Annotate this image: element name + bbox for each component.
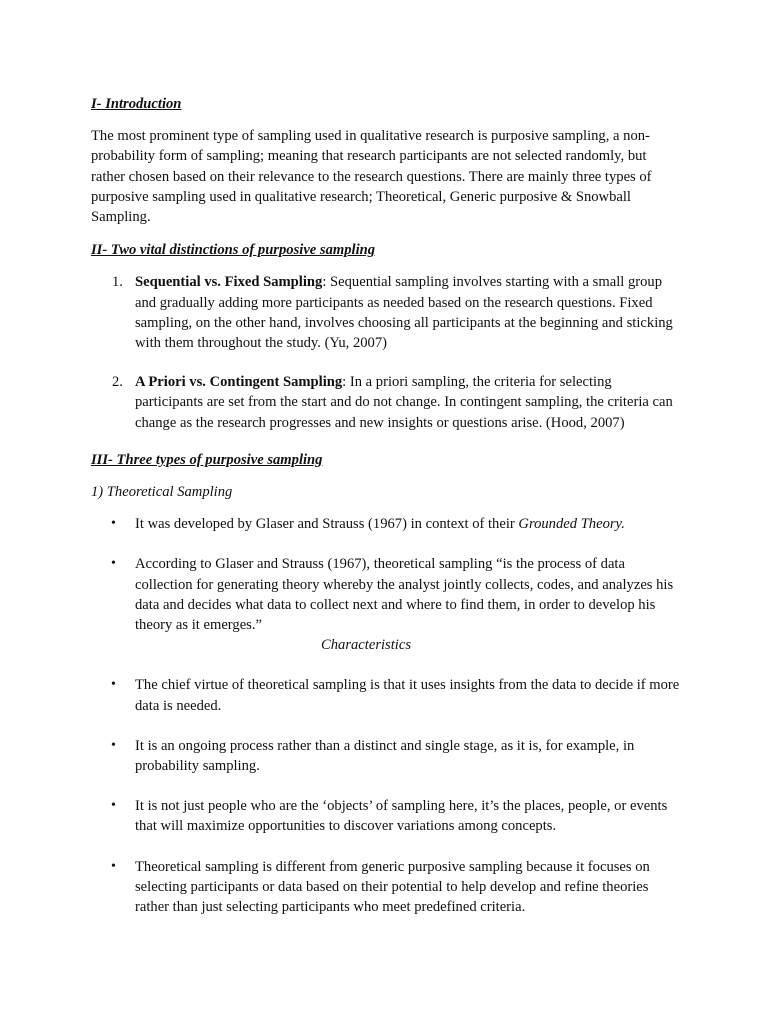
characteristics-bullets	[91, 675, 681, 917]
list-item-text: : Sequential sampling involves starting with a small group and gradually adding more participants as needed based on the research questions. Fixed sampling, on the other hand, involves choosing all participants at the beginning and sticking with them throughout the study. (Yu, 2007)	[135, 274, 673, 352]
list-item	[91, 675, 681, 715]
characteristics-label: Characteristics	[321, 637, 411, 654]
distinctions-list	[91, 272, 681, 432]
bullet-icon: •	[111, 737, 116, 753]
list-item	[91, 372, 681, 433]
bullet-text: It is an ongoing process rather than a distinct and single stage, as it is, for example, in probability sampling.	[135, 737, 635, 775]
list-item-title: Sequential vs. Fixed Sampling	[135, 274, 323, 291]
list-item	[91, 736, 681, 776]
list-number: 1.	[112, 274, 123, 291]
theoretical-bullets-top	[91, 514, 681, 635]
section-heading-introduction: I- Introduction	[91, 96, 182, 112]
list-number: 2.	[112, 374, 123, 391]
document-page	[91, 94, 681, 937]
introduction-paragraph: The most prominent type of sampling used in qualitative research is purposive sampling, a non-probability form of sampling; meaning that research participants are not selected randomly, but rather chosen based on their relevance to the research questions. There are mainly three types of purposive sampling used in qualitative research; Theoretical, Generic purposive & Snowball Sampling.	[91, 128, 652, 226]
bullet-icon: •	[111, 858, 116, 874]
bullet-text: It was developed by Glaser and Strauss (1967) in context of their	[135, 516, 519, 533]
list-item-text: : In a priori sampling, the criteria for selecting participants are set from the start and do not change. In contingent sampling, the criteria can change as the research progresses and new insights or questions arise. (Hood, 2007)	[135, 374, 673, 431]
bullet-text: According to Glaser and Strauss (1967), theoretical sampling “is the process of data collection for generating theory whereby the analyst jointly collects, codes, and analyzes his data and decides what data to collect next and where to find them, in order to develop his theory as it emerges.”	[135, 556, 674, 634]
list-item-title: A Priori vs. Contingent Sampling	[135, 374, 343, 391]
list-item	[91, 272, 681, 353]
bullet-text: It is not just people who are the ‘objects’ of sampling here, it’s the places, people, or events that will maximize opportunities to discover variations among concepts.	[135, 798, 668, 835]
subheading-theoretical-sampling: 1) Theoretical Sampling	[91, 484, 233, 501]
section-heading-distinctions: II- Two vital distinctions of purposive sampling	[91, 242, 376, 259]
bullet-icon: •	[111, 798, 116, 814]
bullet-italic-text: Grounded Theory.	[518, 516, 625, 533]
bullet-icon: •	[111, 677, 116, 693]
list-item	[91, 554, 681, 635]
list-item	[91, 796, 681, 836]
bullet-text: Theoretical sampling is different from generic purposive sampling because it focuses on selecting participants or data based on their potential to help develop and refine theories rather than just selecting participants who meet predefined criteria.	[135, 858, 650, 916]
section-heading-three-types: III- Three types of purposive sampling	[91, 451, 323, 468]
bullet-icon: •	[111, 556, 116, 572]
bullet-text: The chief virtue of theoretical sampling is that it uses insights from the data to decide if more data is needed.	[135, 677, 680, 714]
list-item	[91, 514, 681, 534]
list-item	[91, 857, 681, 918]
bullet-icon: •	[111, 516, 116, 532]
